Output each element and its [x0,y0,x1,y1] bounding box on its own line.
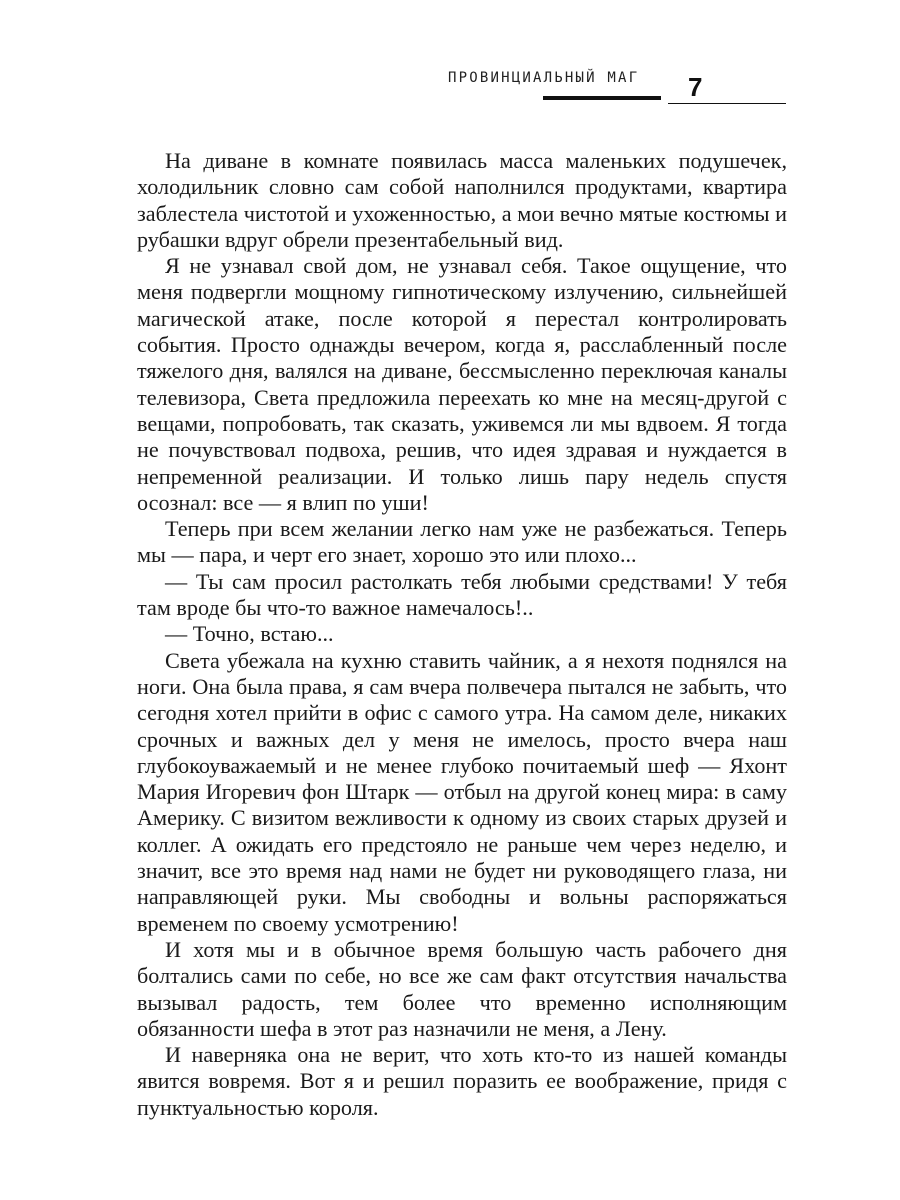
body-text [137,148,787,1121]
page-number: 7 [688,72,703,102]
paragraph: На диване в комнате появилась масса маленьких подушечек, холодильник словно сам собой наполнился продуктами, квартира заблестела чистотой и ухоженностью, а мои вечно мятые костюмы и рубашки вдруг обрели презентабельный вид. [137,148,787,252]
running-head: ПРОВИНЦИАЛЬНЫЙ МАГ [448,70,640,86]
paragraph: И наверняка она не верит, что хоть кто-то из нашей команды явится вовремя. Вот я и решил поразить ее воображение, придя с пунктуальностью короля. [137,1042,787,1120]
dialogue-line: — Ты сам просил растолкать тебя любыми средствами! У тебя там вроде бы что-то важное намечалось!.. [137,568,787,621]
running-head-rule [543,96,661,100]
paragraph: Света убежала на кухню ставить чайник, а я нехотя поднялся на ноги. Она была права, я сам вчера полвечера пытался не забыть, что сегодня хотел прийти в офис с самого утра. На самом деле, никаких срочных и важных дел у меня не имелось, просто вчера наш глубокоуважаемый и не менее глубоко почитаемый шеф — Яхонт Мария Игоревич фон Штарк — отбыл на другой конец мира: в саму Америку. С визитом вежливости к одному из своих старых друзей и коллег. А ожидать его предстояло не раньше чем через неделю, и значит, все это время над нами не будет ни руководящего глаза, ни направляющей руки. Мы свободны и вольны распоряжаться временем по своему усмотрению! [137,647,787,936]
paragraph: И хотя мы и в обычное время большую часть рабочего дня болтались сами по себе, но все же сам факт отсутствия начальства вызывал радость, тем более что временно исполняющим обязанности шефа в этот раз назначили не меня, а Лену. [137,936,787,1041]
page-number-rule [668,103,786,104]
paragraph: Я не узнавал свой дом, не узнавал себя. Такое ощущение, что меня подвергли мощному гипнотическому излучению, сильнейшей магической атаке, после которой я перестал контролировать события. Просто однажды вечером, когда я, расслабленный после тяжелого дня, валялся на диване, бессмысленно переключая каналы телевизора, Света предложила переехать ко мне на месяц-другой с вещами, попробовать, так сказать, уживемся ли мы вдвоем. Я тогда не почувствовал подвоха, решив, что идея здравая и нуждается в непременной реализации. И только лишь пару недель спустя осознал: все — я влип по уши! [137,253,787,515]
paragraph: Теперь при всем желании легко нам уже не разбежаться. Теперь мы — пара, и черт его знает, хорошо это или плохо... [137,516,787,568]
dialogue-line: — Точно, встаю... [165,621,334,647]
